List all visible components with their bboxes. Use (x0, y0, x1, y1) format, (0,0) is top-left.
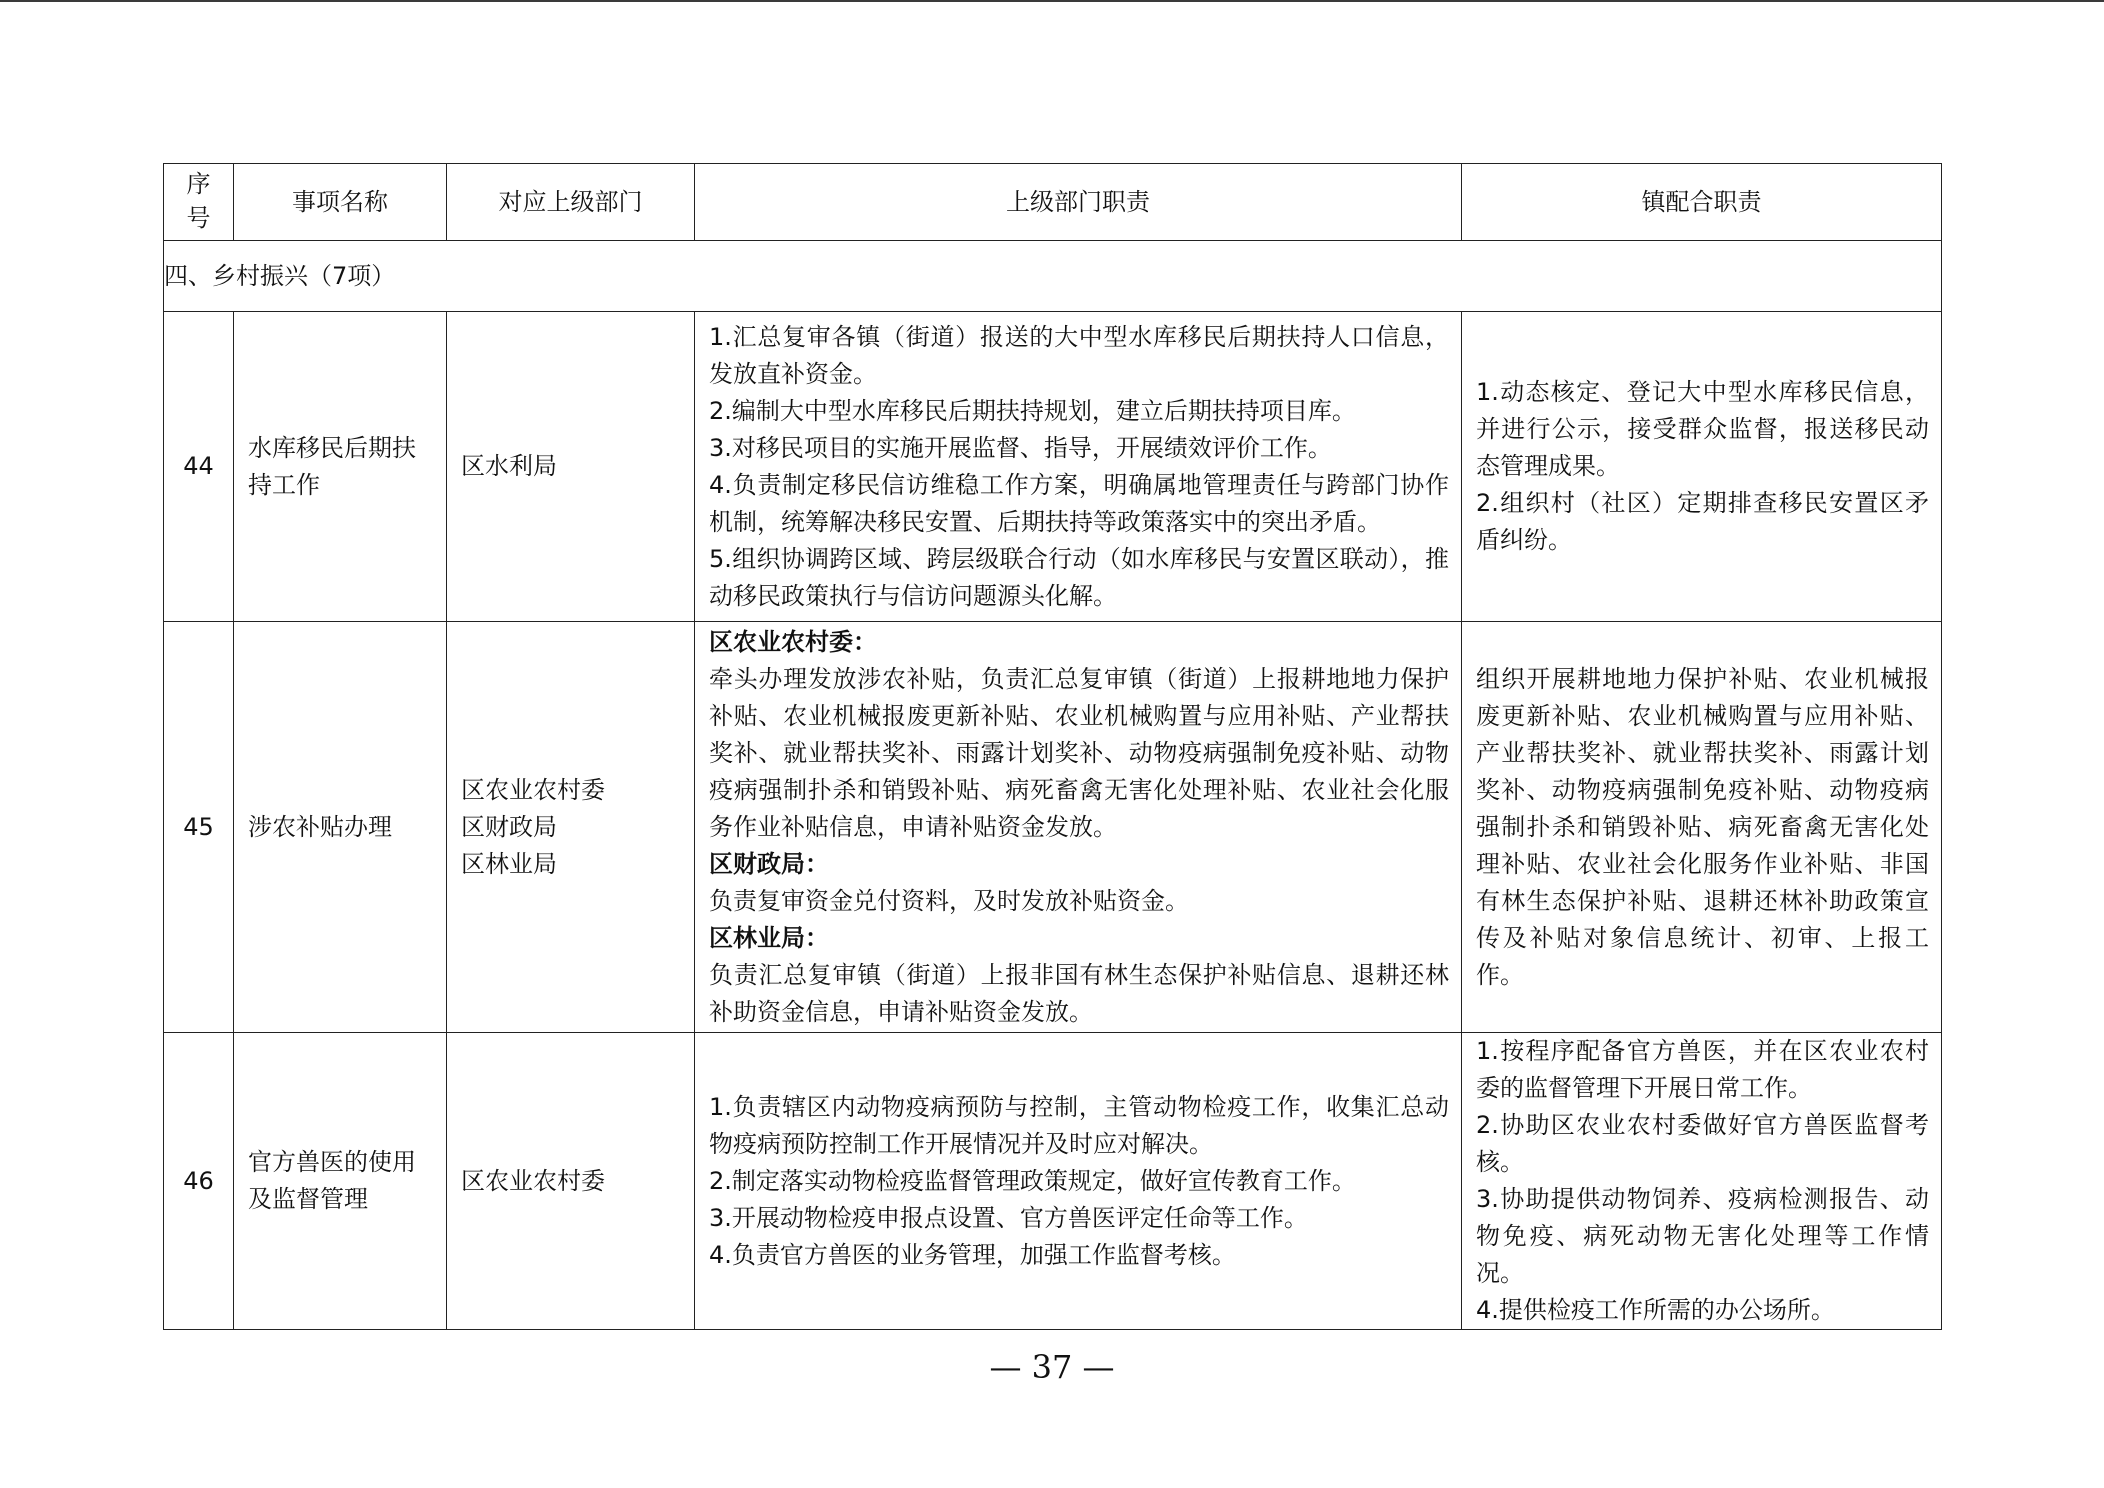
table-row (164, 312, 1942, 622)
duty-line: 5.组织协调跨区域、跨层级联合行动（如水库移民与安置区联动），推动移民政策执行与信访问题源头化解。 (709, 544, 1449, 610)
table-row (164, 622, 1942, 1033)
duty-line: 3.对移民项目的实施开展监督、指导，开展绩效评价工作。 (709, 433, 1332, 462)
header-upper-duty: 上级部门职责 (695, 164, 1462, 241)
duty-line: 2.协助区农业农村委做好官方兽医监督考核。 (1476, 1111, 1929, 1176)
duty-table (163, 163, 1942, 1330)
row-upper-duty (695, 312, 1462, 622)
duty-line: 2.组织村（社区）定期排查移民安置区矛盾纠纷。 (1476, 489, 1929, 554)
duty-line: 4.负责官方兽医的业务管理，加强工作监督考核。 (709, 1240, 1236, 1269)
duty-line: 1.按程序配备官方兽医，并在区农业农村委的监督管理下开展日常工作。 (1476, 1037, 1929, 1102)
row-seq: 44 (164, 312, 234, 622)
dept-line: 区水利局 (461, 452, 557, 480)
header-town-duty: 镇配合职责 (1462, 164, 1942, 241)
row-upper-duty (695, 1033, 1462, 1330)
duty-line: 3.开展动物检疫申报点设置、官方兽医评定任命等工作。 (709, 1203, 1308, 1232)
duty-line: 2.编制大中型水库移民后期扶持规划，建立后期扶持项目库。 (709, 396, 1356, 425)
row-seq: 45 (164, 622, 234, 1033)
duty-line: 1.汇总复审各镇（街道）报送的大中型水库移民后期扶持人口信息，发放直补资金。 (709, 322, 1449, 388)
duty-group-heading: 区农业农村委： (709, 627, 877, 656)
row-dept (447, 312, 695, 622)
row-seq: 46 (164, 1033, 234, 1330)
dept-line: 区林业局 (461, 849, 557, 878)
duty-line: 4.负责制定移民信访维稳工作方案，明确属地管理责任与跨部门协作机制，统筹解决移民安置、后期扶持等政策落实中的突出矛盾。 (709, 470, 1449, 536)
duty-line: 4.提供检疫工作所需的办公场所。 (1476, 1296, 1835, 1324)
row-item-name: 水库移民后期扶持工作 (234, 312, 447, 622)
top-border-line (0, 0, 2104, 2)
header-name: 事项名称 (234, 164, 447, 241)
row-item-name: 涉农补贴办理 (234, 622, 447, 1033)
duty-group-heading: 区财政局： (709, 849, 829, 878)
row-town-duty (1462, 622, 1942, 1033)
duty-line: 1.负责辖区内动物疫病预防与控制，主管动物检疫工作，收集汇总动物疫病预防控制工作开展情况并及时应对解决。 (709, 1092, 1449, 1158)
duty-line: 1.动态核定、登记大中型水库移民信息，并进行公示，接受群众监督，报送移民动态管理成果。 (1476, 378, 1929, 480)
duty-line: 2.制定落实动物检疫监督管理政策规定，做好宣传教育工作。 (709, 1166, 1356, 1195)
duty-group-text: 牵头办理发放涉农补贴，负责汇总复审镇（街道）上报耕地地力保护补贴、农业机械报废更新补贴、农业机械购置与应用补贴、产业帮扶奖补、就业帮扶奖补、雨露计划奖补、动物疫病强制免疫补贴、动物疫病强制扑杀和销毁补贴、病死畜禽无害化处理补贴、农业社会化服务作业补贴信息，申请补贴资金发放。 (709, 664, 1449, 841)
row-upper-duty (695, 622, 1462, 1033)
dept-line: 区农业农村委 (461, 775, 605, 804)
table-header-row (164, 164, 1942, 241)
duty-group-text: 负责汇总复审镇（街道）上报非国有林生态保护补贴信息、退耕还林补助资金信息，申请补贴资金发放。 (709, 960, 1449, 1026)
section-title: 四、乡村振兴（7项） (164, 241, 1942, 312)
row-item-name: 官方兽医的使用及监督管理 (234, 1033, 447, 1330)
row-town-duty (1462, 312, 1942, 622)
row-dept (447, 1033, 695, 1330)
page-number: — 37 — (989, 1348, 1115, 1386)
section-row (164, 241, 1942, 312)
row-dept (447, 622, 695, 1033)
dept-line: 区农业农村委 (461, 1166, 605, 1195)
header-dept: 对应上级部门 (447, 164, 695, 241)
row-town-duty (1462, 1033, 1942, 1330)
header-seq: 序号 (164, 164, 234, 241)
table-row (164, 1033, 1942, 1330)
dept-line: 区财政局 (461, 812, 557, 841)
duty-line: 组织开展耕地地力保护补贴、农业机械报废更新补贴、农业机械购置与应用补贴、产业帮扶奖补、就业帮扶奖补、雨露计划奖补、动物疫病强制免疫补贴、动物疫病强制扑杀和销毁补贴、病死畜禽无害化处理补贴、农业社会化服务作业补贴、非国有林生态保护补贴、退耕还林补助政策宣传及补贴对象信息统计、初审、上报工作。 (1476, 664, 1929, 989)
duty-group-heading: 区林业局： (709, 923, 829, 952)
duty-group-text: 负责复审资金兑付资料，及时发放补贴资金。 (709, 886, 1189, 915)
duty-line: 3.协助提供动物饲养、疫病检测报告、动物免疫、病死动物无害化处理等工作情况。 (1476, 1185, 1929, 1287)
